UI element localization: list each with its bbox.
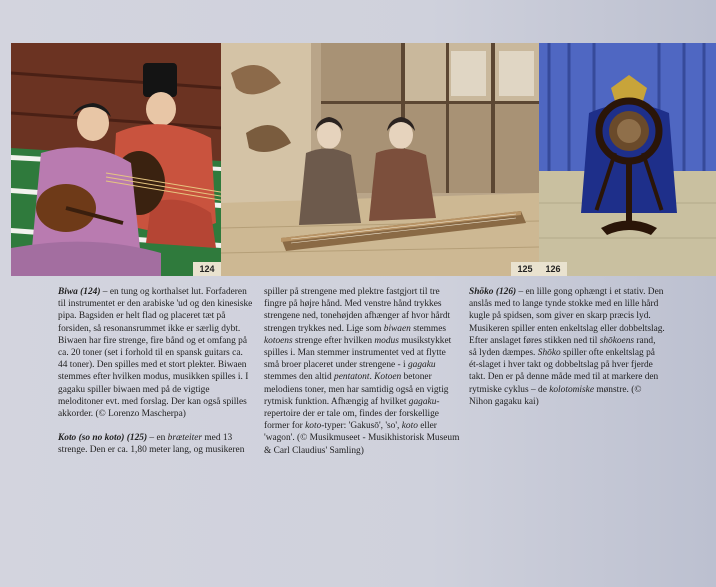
caption-biwa-text: – en tung og korthalset lut. Forfaderen til instrumentet er den arabiske 'ud og den kinesiske pipa. Bagsiden er helt flad og placeret tæt på forsiden, så resonansrummet ikke er særlig dybt. Biwaen har fire strenge, fire bånd og et omfang på ca. 20 toner (set i forhold til en spansk guitars ca. 44 toner). Den spilles med et stort plekter. Biwaen stemmes efter hvilken modus, musikken spilles i. I gagaku spiller biwaen med på de vigtige meloditoner evt. med forslag. Der kan også spilles akkorder. (© Lorenzo Mascherpa)	[58, 287, 253, 420]
caption-column-3	[469, 286, 665, 420]
caption-koto-title: Koto (so no koto) (125)	[58, 433, 148, 444]
caption-koto-text-cont: spiller på strengene med plektre fastgjort til tre fingre på højre hånd. Med venstre hånd trykkes strengene ned, tonehøjden afhænger af hvor hårdt strengen trykkes ned. Lige som	[264, 287, 451, 334]
caption-biwa	[58, 286, 254, 420]
caption-shoko: Shōko (126) – en lille gong ophængt i et stativ. Den anslås med to lange tynde stokke med en lille hård kugle på spidsen, som giver en skarp præcis lyd. Musikeren spiller enten enkeltslag eller dobbeltslag. Efter anslaget føres stikken ned til shōkoens rand, så lyden dæmpes. Shōko spiller ofte enkeltslag på ét-slaget i hver takt og dobbeltslag på hver fjerde takt. Den er på denne måde med til at markere den rytmiske cyklus – de kolotomiske mønstre. (© Nihon gagaku kai)	[469, 287, 665, 407]
caption-column-2	[264, 286, 460, 469]
photo-koto-players	[221, 43, 539, 276]
photo-biwa-players	[11, 43, 221, 276]
caption-koto: Koto (so no koto) (125) – en bræteiter med 13 strenge. Den er ca. 1,80 meter lang, og musikeren	[58, 433, 245, 456]
caption-biwa-title: Biwa (124)	[58, 287, 101, 297]
caption-column-1	[58, 286, 254, 469]
caption-shoko-title: Shōko (126)	[469, 287, 517, 297]
photo-shoko-player	[539, 43, 716, 276]
caption-koto-text-start: med 13 strenge. Den er ca. 1,80 meter lang, og musikeren	[58, 433, 245, 456]
figure-number-124: 124	[193, 262, 221, 276]
caption-koto-continued: spiller på strengene med plektre fastgjort til tre fingre på højre hånd. Med venstre hånd trykkes strengene ned, tonehøjden afhænger af hvor hårdt strengen trykkes ned. Lige som biwaen stemmes kotoens strenge efter hvilken modus musikstykket spilles i. Man stemmer instrumentet ved at flytte små broer placeret under strengene - i gagaku stemmes den altid pentatont. Kotoen betoner melodiens toner, men har samtidig også en vigtig rytmisk funktion. Afhængig af hvilket gagaku-repertoire der er tale om, findes der forskellige former for koto-typer: 'Gakusō', 'so', koto eller 'wagon'. (© Musikmuseet - Musikhistorisk Museum & Carl Claudius' Samling)	[264, 287, 460, 456]
figure-number-125: 125	[511, 262, 539, 276]
figure-number-126: 126	[539, 262, 567, 276]
photo-strip	[11, 43, 716, 276]
